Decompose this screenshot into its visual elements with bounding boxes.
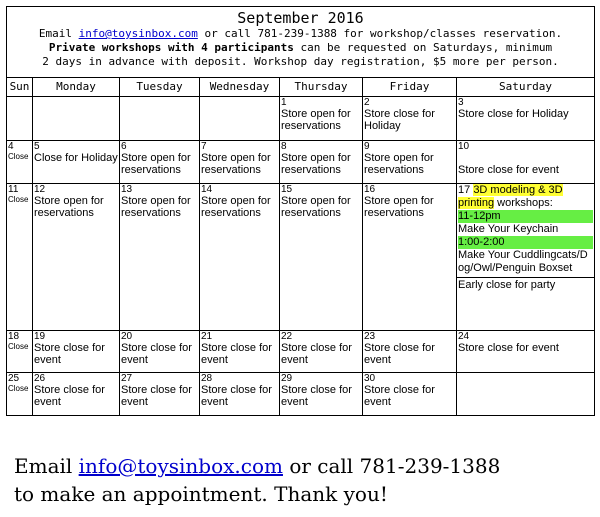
day-cell: 28 Store close for event [200, 373, 280, 416]
workshop-title: 17 3D modeling & 3D printing workshops: [458, 184, 563, 209]
weekday-thu: Thursday [280, 78, 363, 97]
day-cell: 8 Store open for reservations [280, 141, 363, 184]
day-cell: 20 Store close for event [120, 331, 200, 373]
day-cell: 29 Store close for event [280, 373, 363, 416]
day-cell [120, 97, 200, 141]
day-cell: 22 Store close for event [280, 331, 363, 373]
day-cell: 1 Store open for reservations [280, 97, 363, 141]
weekday-header-row [7, 78, 595, 97]
day-cell: 16 Store open for reservations [363, 184, 457, 331]
header-contact-line: Email info@toysinbox.com or call 781-239-1388 for workshop/classes reservation. [38, 27, 563, 40]
day-cell: 2 Store close for Holiday [363, 97, 457, 141]
day-cell: 18 Close [7, 331, 33, 373]
calendar-header [7, 7, 595, 78]
day-cell: 19 Store close for event [33, 331, 120, 373]
header-private-line: Private workshops with 4 participants can be requested on Saturdays, minimum [48, 41, 553, 54]
month-title: September 2016 [237, 9, 364, 27]
weekday-sun: Sun [7, 78, 33, 97]
day-cell: 26 Store close for event [33, 373, 120, 416]
day-cell [457, 373, 595, 416]
week-row [7, 97, 595, 141]
weekday-fri: Friday [363, 78, 457, 97]
calendar-table [6, 6, 595, 416]
day-cell: 10 Store close for event [457, 141, 595, 184]
early-close-note: Early close for party [457, 277, 594, 294]
day-cell [33, 97, 120, 141]
day-cell: 5 Close for Holiday [33, 141, 120, 184]
week-row [7, 184, 595, 331]
day-cell: 4 Close [7, 141, 33, 184]
week-row [7, 373, 595, 416]
workshop-time-2: 1:00-2:00 [458, 236, 593, 249]
day-cell: 21 Store close for event [200, 331, 280, 373]
day-cell: 9 Store open for reservations [363, 141, 457, 184]
day-cell [200, 97, 280, 141]
footer-line-1: Email info@toysinbox.com or call 781-239-1388 [14, 454, 501, 478]
footer-email-link[interactable]: info@toysinbox.com [78, 454, 283, 478]
weekday-wed: Wednesday [200, 78, 280, 97]
workshop-item-1: Make Your Keychain [458, 223, 559, 235]
workshop-item-2: Make Your Cuddlingcats/Dog/Owl/Penguin Boxset [458, 249, 588, 274]
weekday-sat: Saturday [457, 78, 595, 97]
day-cell: 24 Store close for event [457, 331, 595, 373]
workshop-highlight: 3D modeling & 3D printing [458, 184, 563, 209]
day-cell: 15 Store open for reservations [280, 184, 363, 331]
workshop-time-1: 11-12pm [458, 210, 593, 223]
day-cell: 11 Close [7, 184, 33, 331]
footer-line-2: to make an appointment. Thank you! [14, 482, 388, 506]
day-cell: 7 Store open for reservations [200, 141, 280, 184]
day-cell: 25 Close [7, 373, 33, 416]
day-cell: 23 Store close for event [363, 331, 457, 373]
week-row [7, 331, 595, 373]
weekday-tue: Tuesday [120, 78, 200, 97]
day-cell: 12 Store open for reservations [33, 184, 120, 331]
day-cell: 14 Store open for reservations [200, 184, 280, 331]
footer-contact [14, 452, 594, 508]
day-cell [7, 97, 33, 141]
day-cell: 27 Store close for event [120, 373, 200, 416]
day-cell: 3 Store close for Holiday [457, 97, 595, 141]
day-cell: 13 Store open for reservations [120, 184, 200, 331]
day-cell: 6 Store open for reservations [120, 141, 200, 184]
header-deposit-line: 2 days in advance with deposit. Workshop day registration, $5 more per person. [42, 55, 559, 68]
header-email-link[interactable]: info@toysinbox.com [78, 27, 198, 40]
week-row [7, 141, 595, 184]
saturday-workshop-cell [457, 184, 595, 331]
day-cell: 30 Store close for event [363, 373, 457, 416]
weekday-mon: Monday [33, 78, 120, 97]
